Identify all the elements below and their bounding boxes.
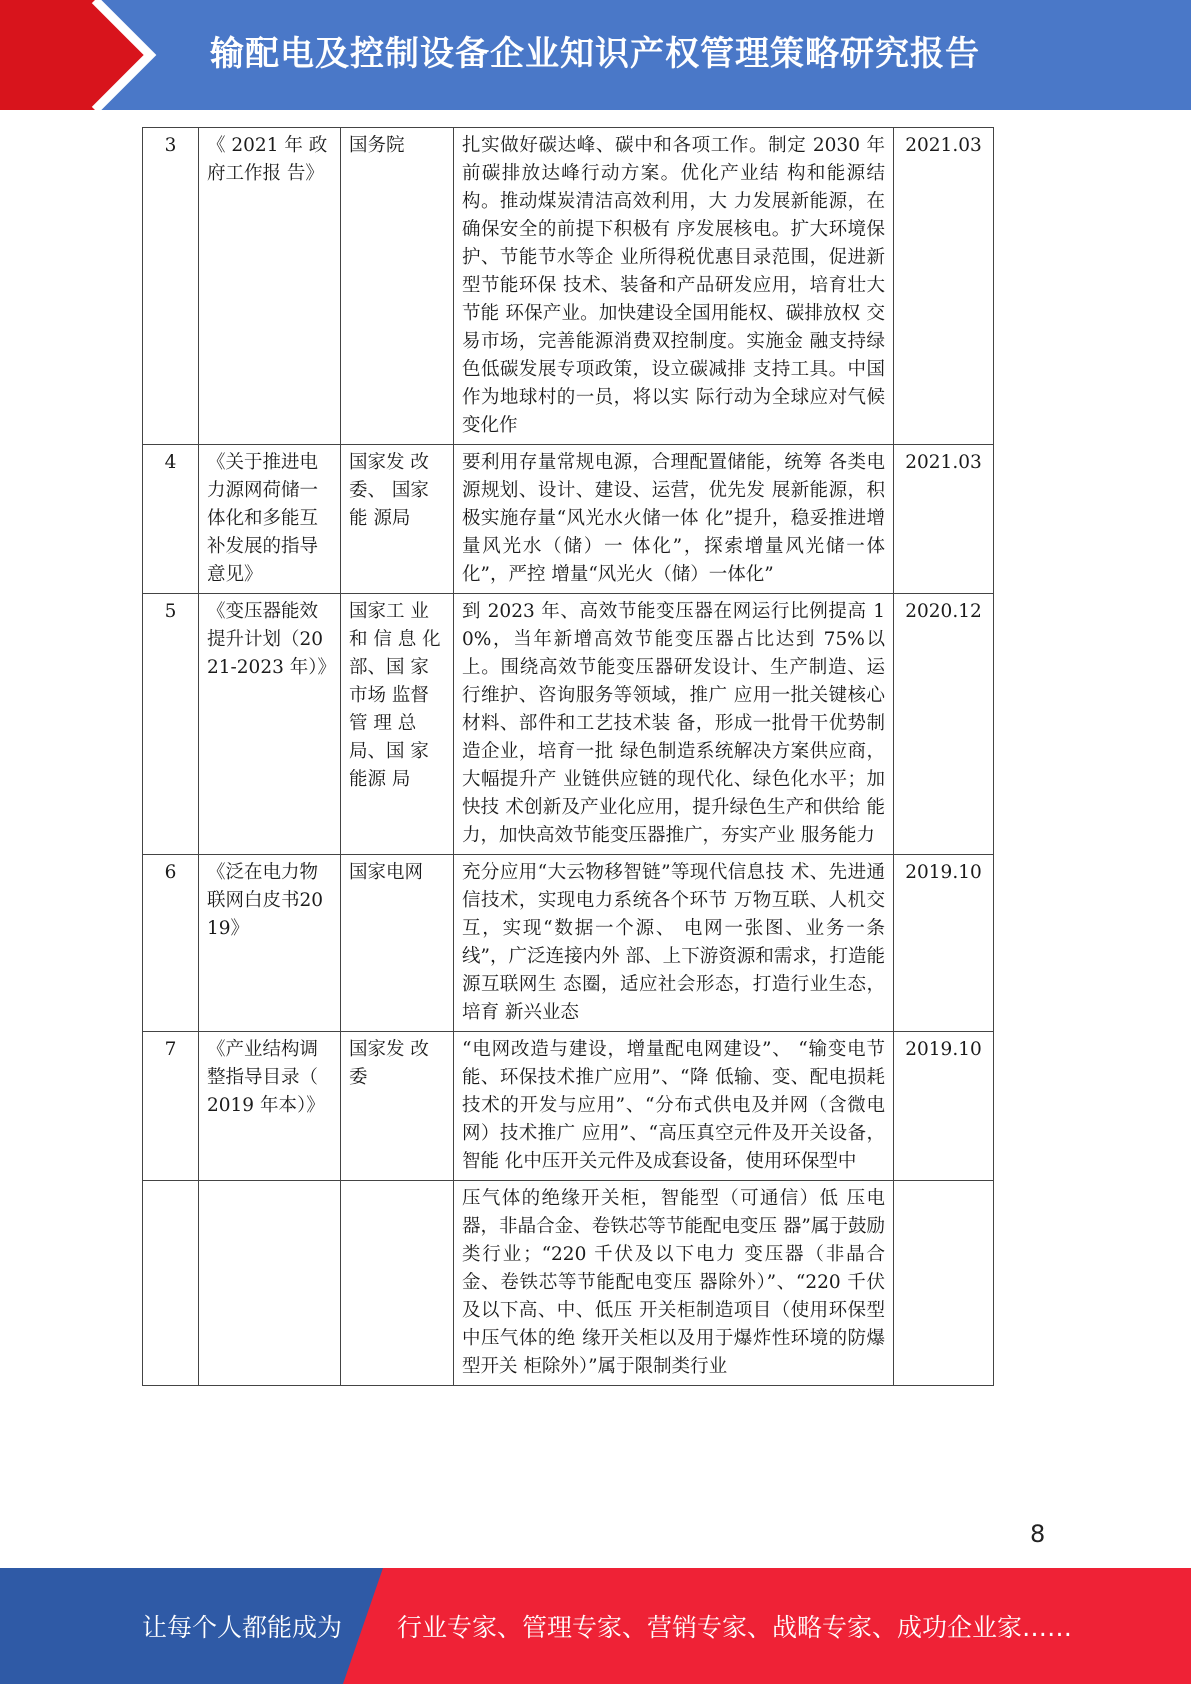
policy-name: 《泛在电力物联网白皮书2019》	[199, 855, 341, 1032]
policy-content: 到 2023 年、高效节能变压器在网运行比例提高 10%，当年新增高效节能变压器占比达到 75%以上。围绕高效节能变压器研发设计、生产制造、运行维护、咨询服务等领域，推广 应用一批关键核心材料、部件和工艺技术装 备，形成一批骨干优势制造企业，培育一批 绿色制造系统解决方案供应商，大幅提升产 业链供应链的现代化、绿色化水平；加快技 术创新及产业化应用，提升绿色生产和供给 能力，加快高效节能变压器推广，夯实产业 服务能力	[454, 594, 894, 855]
policy-date: 2019.10	[894, 855, 994, 1032]
table-row	[143, 1181, 994, 1386]
row-number: 7	[143, 1032, 199, 1181]
policy-name: 《 2021 年 政 府工作报 告》	[199, 128, 341, 445]
table-row	[143, 1032, 994, 1181]
policy-date	[894, 1181, 994, 1386]
table-row	[143, 128, 994, 445]
row-number: 4	[143, 445, 199, 594]
page-header	[0, 0, 1191, 110]
row-number: 3	[143, 128, 199, 445]
policy-table	[142, 127, 994, 1386]
policy-issuer: 国家电网	[341, 855, 454, 1032]
table-row	[143, 855, 994, 1032]
policy-issuer: 国家发 改委、 国家能 源局	[341, 445, 454, 594]
policy-name: 《关于推进电力源网荷储一体化和多能互补发展的指导意见》	[199, 445, 341, 594]
policy-name: 《变压器能效提升计划（2021-2023 年）》	[199, 594, 341, 855]
footer-slogan-left: 让每个人都能成为	[142, 1613, 343, 1642]
policy-content: 压气体的绝缘开关柜，智能型（可通信）低 压电器，非晶合金、卷铁芯等节能配电变压 器”属于鼓励类行业；“220 千伏及以下电力 变压器（非晶合金、卷铁芯等节能配电变压 器除外）”、“220 千伏及以下高、中、低压 开关柜制造项目（使用环保型中压气体的绝 缘开关柜以及用于爆炸性环境的防爆型开关 柜除外）”属于限制类行业	[454, 1181, 894, 1386]
policy-content: 要利用存量常规电源，合理配置储能，统筹 各类电源规划、设计、建设、运营，优先发 展新能源，积极实施存量“风光水火储一体 化”提升，稳妥推进增量风光水（储）一 体化”，探索增量风光储一体化”，严控 增量“风光火（储）一体化”	[454, 445, 894, 594]
page-footer	[0, 1568, 1191, 1684]
policy-date: 2021.03	[894, 445, 994, 594]
row-number: 6	[143, 855, 199, 1032]
table-row	[143, 445, 994, 594]
policy-name	[199, 1181, 341, 1386]
policy-name: 《产业结构调整指导目录（ 2019 年本）》	[199, 1032, 341, 1181]
policy-date: 2020.12	[894, 594, 994, 855]
policy-content: 充分应用“大云物移智链”等现代信息技 术、先进通信技术，实现电力系统各个环节 万物互联、人机交互，实现“数据一个源、 电网一张图、业务一条线”，广泛连接内外 部、上下游资源和需求，打造能源互联网生 态圈，适应社会形态，打造行业生态，培育 新兴业态	[454, 855, 894, 1032]
policy-issuer: 国家发 改委	[341, 1032, 454, 1181]
table-row	[143, 594, 994, 855]
row-number	[143, 1181, 199, 1386]
policy-date: 2019.10	[894, 1032, 994, 1181]
policy-issuer: 国家工 业和 信 息 化 部、国 家市场 监督管 理 总局、国 家能源 局	[341, 594, 454, 855]
policy-date: 2021.03	[894, 128, 994, 445]
page-number: 8	[1030, 1520, 1046, 1548]
policy-content: “电网改造与建设，增量配电网建设”、 “输变电节能、环保技术推广应用”、“降 低输、变、配电损耗技术的开发与应用”、“分布式供电及并网（含微电网）技术推广 应用”、“高压真空元件及开关设备，智能 化中压开关元件及成套设备，使用环保型中	[454, 1032, 894, 1181]
report-title: 输配电及控制设备企业知识产权管理策略研究报告	[210, 34, 980, 74]
footer-slogan-right: 行业专家、管理专家、营销专家、战略专家、成功企业家……	[397, 1613, 1073, 1642]
policy-issuer	[341, 1181, 454, 1386]
row-number: 5	[143, 594, 199, 855]
policy-issuer: 国务院	[341, 128, 454, 445]
policy-content: 扎实做好碳达峰、碳中和各项工作。制定 2030 年前碳排放达峰行动方案。优化产业结 构和能源结构。推动煤炭清洁高效利用，大 力发展新能源，在确保安全的前提下积极有 序发展核电。扩大环境保护、节能节水等企 业所得税优惠目录范围，促进新型节能环保 技术、装备和产品研发应用，培育壮大节能 环保产业。加快建设全国用能权、碳排放权 交易市场，完善能源消费双控制度。实施金 融支持绿色低碳发展专项政策，设立碳减排 支持工具。中国作为地球村的一员，将以实 际行动为全球应对气候变化作	[454, 128, 894, 445]
